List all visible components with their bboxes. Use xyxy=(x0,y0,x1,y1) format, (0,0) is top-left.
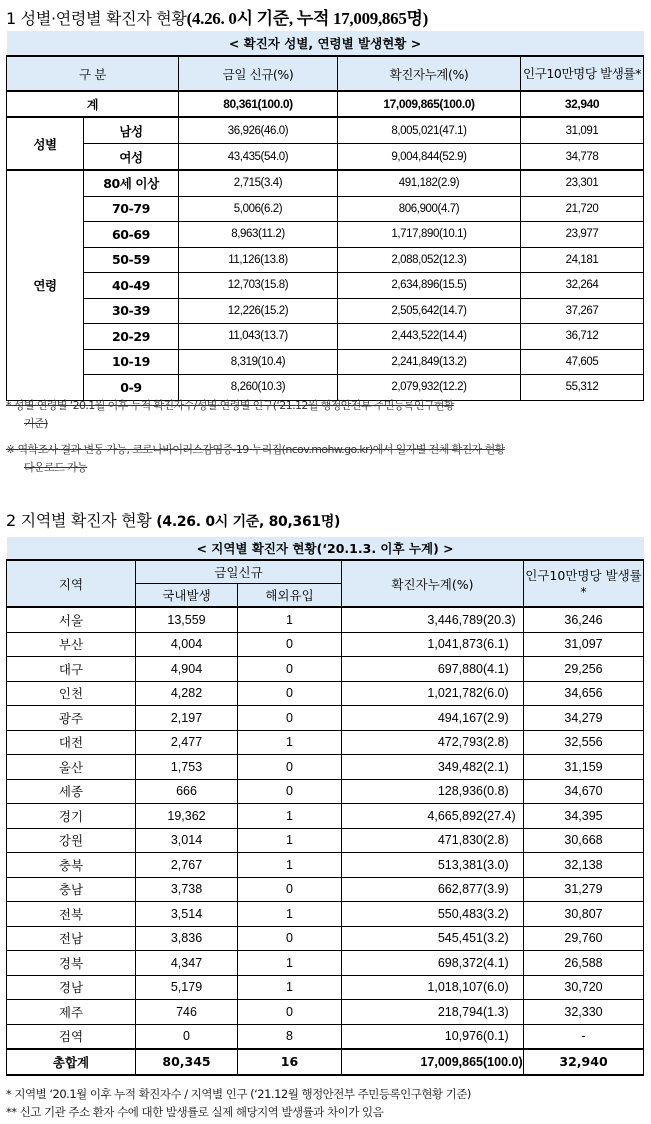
section1-heading-date: (4.26. 0시 기준, 누적 17,009,865명) xyxy=(186,9,428,28)
section2-heading-date: (4.26. 0시 기준, 80,361명) xyxy=(156,514,341,530)
age-row-new: 8,963(11.2) xyxy=(179,222,338,248)
region-cum: 218,794 xyxy=(437,1004,483,1019)
region-row xyxy=(7,706,644,731)
region-cum-cell xyxy=(342,877,524,902)
age-row xyxy=(7,298,644,324)
region-pct: (4.1) xyxy=(483,661,509,676)
region-overseas: 16 xyxy=(238,1049,342,1075)
region-name: 검역 xyxy=(7,1024,136,1049)
age-row-cum: 2,079,932(12.2) xyxy=(338,375,521,401)
region-cum: 1,041,873 xyxy=(427,637,483,652)
region-row xyxy=(7,779,644,804)
region-rate: 31,159 xyxy=(524,755,644,780)
region-rate: 29,256 xyxy=(524,657,644,682)
region-pct: (100.0) xyxy=(483,1054,523,1069)
region-row xyxy=(7,607,644,632)
region-domestic: 666 xyxy=(136,779,238,804)
region-pct: (4.1) xyxy=(483,955,509,970)
region-domestic: 2,477 xyxy=(136,730,238,755)
region-row xyxy=(7,926,644,951)
region-domestic: 4,282 xyxy=(136,681,238,706)
region-overseas: 0 xyxy=(238,681,342,706)
age-row-cum: 2,241,849(13.2) xyxy=(338,349,521,375)
section1-note-1b: 기준) xyxy=(24,417,48,430)
region-row xyxy=(7,975,644,1000)
region-rate: 31,097 xyxy=(524,632,644,657)
region-overseas: 1 xyxy=(238,902,342,927)
region-name: 전남 xyxy=(7,926,136,951)
region-rate: 30,807 xyxy=(524,902,644,927)
region-name: 경북 xyxy=(7,951,136,976)
region-domestic: 4,347 xyxy=(136,951,238,976)
region-table xyxy=(6,537,644,1076)
section1-note-2: ※ 역학조사 결과 변동 가능, 코로나바이러스감염증-19 누리집(ncov.mohw.go.kr)에서 일자별 전체 확진자 현황 xyxy=(6,443,505,456)
region-row xyxy=(7,755,644,780)
region-rate: 26,588 xyxy=(524,951,644,976)
region-rate: 30,720 xyxy=(524,975,644,1000)
gender-row-rate: 31,091 xyxy=(521,117,644,144)
age-row-rate: 23,301 xyxy=(521,170,644,196)
region-name: 경기 xyxy=(7,804,136,829)
region-cum: 349,482 xyxy=(437,759,483,774)
region-cum: 1,018,107 xyxy=(427,980,483,995)
header-region: 지역 xyxy=(7,560,136,607)
region-cum: 545,451 xyxy=(437,931,483,946)
region-cum: 128,936 xyxy=(437,784,483,799)
section1-note-1: * 성별·연령별 ‘20.1월 이후 누적 확진자수/성별·연령별 인구(‘21.12월 행정안전부 주민등록인구현황 xyxy=(6,399,454,412)
age-row-label: 30-39 xyxy=(84,298,179,324)
age-row xyxy=(7,324,644,350)
region-domestic: 3,014 xyxy=(136,828,238,853)
total-new: 80,361(100.0) xyxy=(179,91,338,117)
region-overseas: 0 xyxy=(238,877,342,902)
region-rate: 29,760 xyxy=(524,926,644,951)
region-cum-cell xyxy=(342,1000,524,1025)
region-row xyxy=(7,804,644,829)
age-row-cum: 491,182(2.9) xyxy=(338,170,521,196)
region-domestic: 746 xyxy=(136,1000,238,1025)
region-name: 전북 xyxy=(7,902,136,927)
region-name: 충남 xyxy=(7,877,136,902)
region-overseas: 0 xyxy=(238,706,342,731)
region-overseas: 8 xyxy=(238,1024,342,1049)
header-domestic: 국내발생 xyxy=(136,584,238,608)
region-row xyxy=(7,632,644,657)
region-cum-cell xyxy=(342,632,524,657)
age-row-new: 8,260(10.3) xyxy=(179,375,338,401)
gender-row-cum: 8,005,021(47.1) xyxy=(338,117,521,144)
age-row xyxy=(7,349,644,375)
region-pct: (3.0) xyxy=(483,857,509,872)
region-cum: 513,381 xyxy=(437,857,483,872)
region-domestic: 19,362 xyxy=(136,804,238,829)
section1-heading-text: 1 성별·연령별 확진자 현황 xyxy=(6,9,187,28)
region-overseas: 1 xyxy=(238,730,342,755)
age-row-rate: 23,977 xyxy=(521,222,644,248)
region-cum-cell xyxy=(342,607,524,632)
age-group-label: 연령 xyxy=(7,170,84,400)
region-domestic: 3,836 xyxy=(136,926,238,951)
age-row-new: 5,006(6.2) xyxy=(179,196,338,222)
region-row xyxy=(7,877,644,902)
age-row xyxy=(7,273,644,299)
region-row xyxy=(7,902,644,927)
total-rate: 32,940 xyxy=(521,91,644,117)
age-row-new: 11,126(13.8) xyxy=(179,247,338,273)
header-today: 금일신규 xyxy=(136,560,342,584)
region-overseas: 0 xyxy=(238,779,342,804)
region-cum: 550,483 xyxy=(437,906,483,921)
region-overseas: 0 xyxy=(238,1000,342,1025)
region-cum: 494,167 xyxy=(437,710,483,725)
age-row xyxy=(7,196,644,222)
header-region-rate: 인구10만명당 발생률* xyxy=(524,560,644,607)
region-overseas: 1 xyxy=(238,853,342,878)
region-domestic: 0 xyxy=(136,1024,238,1049)
region-rate: 34,395 xyxy=(524,804,644,829)
gender-row-label: 남성 xyxy=(84,117,179,144)
region-row xyxy=(7,1000,644,1025)
region-rate: 34,656 xyxy=(524,681,644,706)
age-row-rate: 55,312 xyxy=(521,375,644,401)
region-cum-cell xyxy=(342,681,524,706)
section2-note-1: * 지역별 ‘20.1월 이후 누적 확진자수 / 지역별 인구 (‘21.12월 행정안전부 주민등록인구현황 기준) xyxy=(6,1087,471,1101)
region-cum-cell xyxy=(342,1049,524,1075)
region-cum-cell xyxy=(342,657,524,682)
region-cum: 4,665,892 xyxy=(427,808,483,823)
region-domestic: 80,345 xyxy=(136,1049,238,1075)
region-rate: 32,138 xyxy=(524,853,644,878)
region-domestic: 4,004 xyxy=(136,632,238,657)
region-overseas: 0 xyxy=(238,632,342,657)
region-rate: 32,940 xyxy=(524,1049,644,1075)
region-overseas: 1 xyxy=(238,804,342,829)
header-new: 금일 신규(%) xyxy=(179,56,338,91)
region-rate: 32,556 xyxy=(524,730,644,755)
age-row-rate: 21,720 xyxy=(521,196,644,222)
region-cum-cell xyxy=(342,730,524,755)
region-domestic: 4,904 xyxy=(136,657,238,682)
region-cum-cell xyxy=(342,779,524,804)
region-cum-cell xyxy=(342,706,524,731)
region-cum-cell xyxy=(342,804,524,829)
region-overseas: 1 xyxy=(238,828,342,853)
region-pct: (6.0) xyxy=(483,980,509,995)
region-cum-cell xyxy=(342,853,524,878)
gender-age-table xyxy=(6,31,644,401)
gender-row-cum: 9,004,844(52.9) xyxy=(338,144,521,171)
region-overseas: 1 xyxy=(238,951,342,976)
region-rate: 34,279 xyxy=(524,706,644,731)
region-cum-cell xyxy=(342,828,524,853)
age-row-label: 80세 이상 xyxy=(84,170,179,196)
header-rate xyxy=(521,56,644,91)
region-row xyxy=(7,657,644,682)
region-cum: 698,372 xyxy=(437,955,483,970)
region-domestic: 3,738 xyxy=(136,877,238,902)
age-row-label: 0-9 xyxy=(84,375,179,401)
age-row-new: 8,319(10.4) xyxy=(179,349,338,375)
region-name: 부산 xyxy=(7,632,136,657)
region-domestic: 2,197 xyxy=(136,706,238,731)
region-cum: 697,880 xyxy=(437,661,483,676)
age-row-new: 11,043(13.7) xyxy=(179,324,338,350)
region-overseas: 1 xyxy=(238,975,342,1000)
region-rate: 32,330 xyxy=(524,1000,644,1025)
age-row-new: 2,715(3.4) xyxy=(179,170,338,196)
region-cum: 472,793 xyxy=(437,735,483,750)
age-row-label: 60-69 xyxy=(84,222,179,248)
age-row xyxy=(7,170,644,196)
region-pct: (3.9) xyxy=(483,882,509,897)
age-row xyxy=(7,222,644,248)
header-region-cum: 확진자누계(%) xyxy=(342,560,524,607)
region-row xyxy=(7,951,644,976)
region-name: 서울 xyxy=(7,607,136,632)
region-rate: 31,279 xyxy=(524,877,644,902)
section2-note-2: ** 신고 기관 주소 환자 수에 대한 발생률로 실제 해당지역 발생률과 차이가 있음 xyxy=(6,1105,384,1119)
region-rate: 36,246 xyxy=(524,607,644,632)
region-pct: (27.4) xyxy=(483,808,516,823)
region-pct: (6.0) xyxy=(483,686,509,701)
region-cum-cell xyxy=(342,951,524,976)
region-name: 경남 xyxy=(7,975,136,1000)
region-cum-cell xyxy=(342,926,524,951)
region-pct: (0.1) xyxy=(483,1029,509,1044)
region-name: 광주 xyxy=(7,706,136,731)
age-row-cum: 2,634,896(15.5) xyxy=(338,273,521,299)
region-row xyxy=(7,828,644,853)
gender-row-label: 여성 xyxy=(84,144,179,171)
region-pct: (2.8) xyxy=(483,833,509,848)
region-pct: (3.2) xyxy=(483,931,509,946)
header-rate-text: 인구10만명당 발생률* xyxy=(523,65,641,81)
section1-note-2b: 다운로드 가능 xyxy=(24,461,88,474)
region-pct: (6.1) xyxy=(483,637,509,652)
region-cum: 471,830 xyxy=(437,833,483,848)
age-row-rate: 37,267 xyxy=(521,298,644,324)
region-cum: 3,446,789 xyxy=(427,612,483,627)
region-rate: 34,670 xyxy=(524,779,644,804)
region-cum: 1,021,782 xyxy=(427,686,483,701)
region-pct: (0.8) xyxy=(483,784,509,799)
age-row xyxy=(7,247,644,273)
region-pct: (3.2) xyxy=(483,906,509,921)
gender-row-new: 43,435(54.0) xyxy=(179,144,338,171)
region-overseas: 1 xyxy=(238,607,342,632)
region-domestic: 2,767 xyxy=(136,853,238,878)
gender-row-new: 36,926(46.0) xyxy=(179,117,338,144)
region-rate: 30,668 xyxy=(524,828,644,853)
region-row xyxy=(7,730,644,755)
total-cum: 17,009,865(100.0) xyxy=(338,91,521,117)
region-name: 대전 xyxy=(7,730,136,755)
header-group: 구 분 xyxy=(7,56,179,91)
gender-group-label: 성별 xyxy=(7,117,84,170)
age-row-rate: 32,264 xyxy=(521,273,644,299)
age-row-new: 12,703(15.8) xyxy=(179,273,338,299)
region-cum-cell xyxy=(342,1024,524,1049)
region-name: 울산 xyxy=(7,755,136,780)
region-cum: 10,976 xyxy=(444,1029,483,1044)
age-row-label: 70-79 xyxy=(84,196,179,222)
region-name: 세종 xyxy=(7,779,136,804)
region-name: 충북 xyxy=(7,853,136,878)
age-row-new: 12,226(15.2) xyxy=(179,298,338,324)
region-pct: (20.3) xyxy=(483,612,516,627)
region-pct: (2.1) xyxy=(483,759,509,774)
region-name: 대구 xyxy=(7,657,136,682)
region-domestic: 1,753 xyxy=(136,755,238,780)
header-cum: 확진자누계(%) xyxy=(338,56,521,91)
region-name: 총합계 xyxy=(7,1049,136,1075)
region-cum: 17,009,865 xyxy=(420,1054,483,1069)
region-pct: (1.3) xyxy=(483,1004,509,1019)
age-row-cum: 2,443,522(14.4) xyxy=(338,324,521,350)
region-pct: (2.9) xyxy=(483,710,509,725)
section1-heading xyxy=(6,4,428,29)
region-name: 강원 xyxy=(7,828,136,853)
section2-heading-text: 2 지역별 확진자 현황 xyxy=(6,511,152,530)
age-row-cum: 806,900(4.7) xyxy=(338,196,521,222)
age-row-cum: 1,717,890(10.1) xyxy=(338,222,521,248)
gender-row-rate: 34,778 xyxy=(521,144,644,171)
region-pct: (2.8) xyxy=(483,735,509,750)
region-cum: 662,877 xyxy=(437,882,483,897)
age-row-cum: 2,088,052(12.3) xyxy=(338,247,521,273)
region-domestic: 3,514 xyxy=(136,902,238,927)
region-row xyxy=(7,853,644,878)
region-row xyxy=(7,1024,644,1049)
age-row-rate: 36,712 xyxy=(521,324,644,350)
region-domestic: 13,559 xyxy=(136,607,238,632)
total-label: 계 xyxy=(7,91,179,117)
region-total-row xyxy=(7,1049,644,1075)
age-row-label: 20-29 xyxy=(84,324,179,350)
header-overseas: 해외유입 xyxy=(238,584,342,608)
age-row-label: 50-59 xyxy=(84,247,179,273)
age-row-label: 40-49 xyxy=(84,273,179,299)
age-row-label: 10-19 xyxy=(84,349,179,375)
region-name: 인천 xyxy=(7,681,136,706)
region-overseas: 0 xyxy=(238,926,342,951)
age-row-cum: 2,505,642(14.7) xyxy=(338,298,521,324)
age-row-rate: 47,605 xyxy=(521,349,644,375)
region-cum-cell xyxy=(342,975,524,1000)
region-cum-cell xyxy=(342,755,524,780)
gender-age-table-caption: < 확진자 성별, 연령별 발생현황 > xyxy=(7,31,644,56)
region-cum-cell xyxy=(342,902,524,927)
region-overseas: 0 xyxy=(238,657,342,682)
region-overseas: 0 xyxy=(238,755,342,780)
region-rate: - xyxy=(524,1024,644,1049)
region-domestic: 5,179 xyxy=(136,975,238,1000)
region-table-caption: < 지역별 확진자 현황(‘20.1.3. 이후 누계) > xyxy=(7,537,644,560)
age-row-rate: 24,181 xyxy=(521,247,644,273)
section2-heading xyxy=(6,508,340,531)
region-row xyxy=(7,681,644,706)
region-name: 제주 xyxy=(7,1000,136,1025)
